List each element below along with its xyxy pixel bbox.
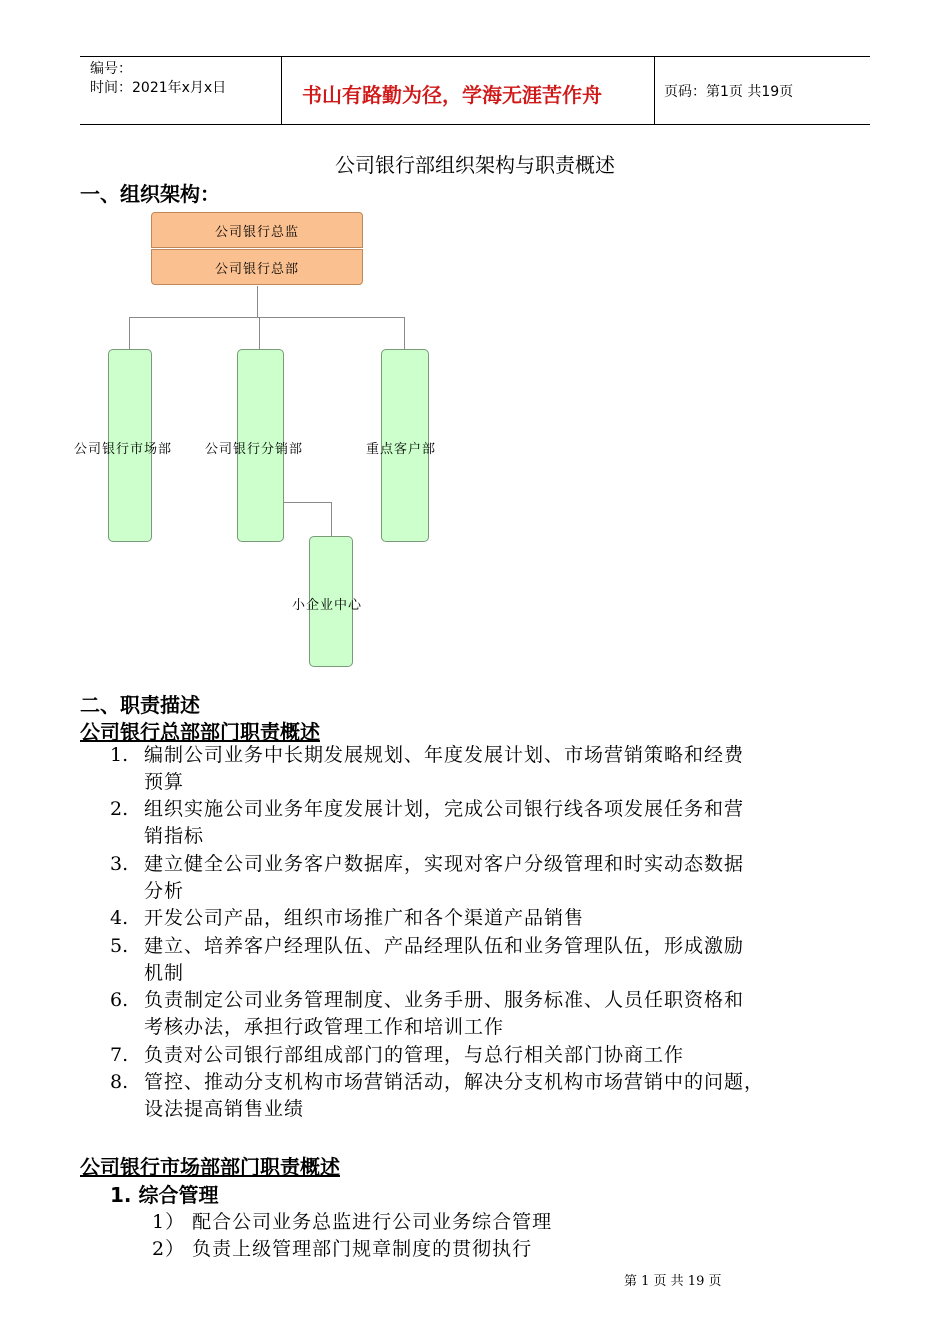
market-sub-item: 1） 配合公司业务总监进行公司业务综合管理 (152, 1211, 553, 1233)
header-divider-right (654, 57, 655, 124)
list-item-number: 5. (110, 935, 129, 957)
time-label: 时间：2021年x月x日 (90, 80, 227, 96)
list-item-number: 1. (110, 744, 129, 766)
org-box-director (151, 212, 363, 248)
page-footer: 第 1 页 共 19 页 (624, 1274, 722, 1289)
section-1-heading: 一、组织架构： (80, 182, 220, 206)
list-item-text: 编制公司业务中长期发展规划、年度发展计划、市场营销策略和经费 预算 (144, 744, 745, 793)
list-item-number: 2. (110, 798, 129, 820)
market-subheading: 1. 综合管理 (110, 1183, 219, 1207)
header-top-rule (80, 56, 870, 57)
org-box-headquarters (151, 249, 363, 285)
header-motto: 书山有路勤为径，学海无涯苦作舟 (302, 83, 602, 107)
hq-duties-title: 公司银行总部部门职责概述 (80, 720, 320, 744)
list-item-text: 负责对公司银行部组成部门的管理，与总行相关部门协商工作 (144, 1044, 685, 1066)
list-item-number: 6. (110, 989, 129, 1011)
list-item-text: 负责制定公司业务管理制度、业务手册、服务标准、人员任职资格和 考核办法，承担行政管理工作和培训工作 (144, 989, 745, 1038)
org-key-clients-label: 重点客户部 (366, 442, 437, 457)
org-connector-trunk (257, 286, 258, 318)
list-item-text: 组织实施公司业务年度发展计划，完成公司银行线各项发展任务和营 销指标 (144, 798, 745, 847)
org-connector-key (404, 317, 405, 350)
list-item-number: 7. (110, 1044, 129, 1066)
market-sub-item: 2） 负责上级管理部门规章制度的贯彻执行 (152, 1238, 533, 1260)
document-title: 公司银行部组织架构与职责概述 (335, 153, 615, 177)
org-headquarters-label: 公司银行总部 (214, 261, 299, 277)
market-duties-title: 公司银行市场部部门职责概述 (80, 1155, 340, 1179)
org-connector-small-h (283, 502, 332, 503)
header-divider-left (281, 57, 282, 124)
list-item-number: 3. (110, 853, 129, 875)
org-director-label: 公司银行总监 (214, 224, 299, 240)
org-small-business-label: 小企业中心 (292, 598, 363, 613)
page-label: 页码：第1页 共19页 (664, 84, 794, 100)
org-connector-branch (259, 317, 260, 350)
org-connector-market (129, 317, 130, 350)
list-item-text: 开发公司产品，组织市场推广和各个渠道产品销售 (144, 907, 585, 929)
org-connector-small-v2 (331, 502, 332, 537)
header-bottom-rule (80, 124, 870, 125)
list-item-text: 建立、培养客户经理队伍、产品经理队伍和业务管理队伍，形成激励 机制 (144, 935, 745, 984)
org-market-label: 公司银行市场部 (74, 442, 173, 457)
list-item-number: 8. (110, 1071, 129, 1093)
section-2-heading: 二、职责描述 (80, 693, 200, 717)
list-item-text: 建立健全公司业务客户数据库，实现对客户分级管理和时实动态数据 分析 (144, 853, 745, 902)
list-item-text: 管控、推动分支机构市场营销活动，解决分支机构市场营销中的问题， 设法提高销售业绩 (144, 1071, 765, 1120)
list-item-number: 4. (110, 907, 129, 929)
org-branch-label: 公司银行分销部 (205, 442, 304, 457)
org-connector-horizontal (129, 317, 405, 318)
serial-label: 编号： (90, 61, 132, 77)
